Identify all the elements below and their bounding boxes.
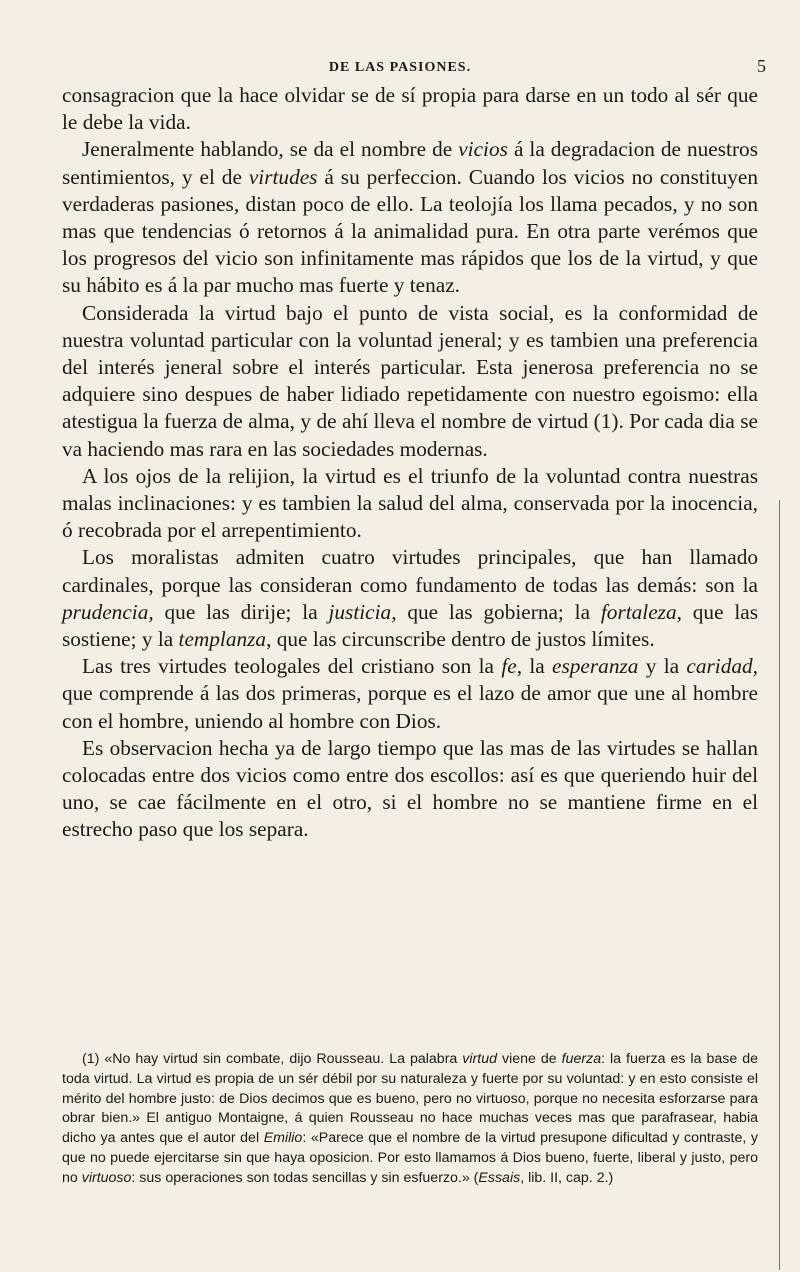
text-run: Las tres virtudes teologales del cristiano son la [82,654,502,679]
text-run: que las sostiene; y la [62,599,759,652]
paragraph [62,136,758,299]
text-run: y la [638,654,687,679]
paragraph [62,653,758,735]
paragraph [62,544,758,653]
text-run: , lib. II, cap. 2.) [520,1169,614,1186]
main-text [62,82,758,844]
text-run: , que las circunscribe dentro de justos límites. [266,627,655,652]
text-run: : «Parece que el nombre de la virtud presupone dificultad y contraste, y que no puede ejercitarse sin que haya oposicion. Por esto llamamos á Dios bueno, fuerte, liberal y justo, pero no [62,1130,758,1186]
page-edge-line [779,500,780,1270]
italic-run: Essais [478,1169,521,1186]
italic-run: vicios [458,137,508,162]
text-run: viene de [497,1051,562,1067]
text-run: Jeneralmente hablando, se da el nombre de [82,137,459,162]
italic-run: fe, [501,654,523,679]
footnote [62,1050,758,1189]
text-run: que las gobierna; la [396,599,601,624]
text-run: á la degradacion de nuestros sentimientos, y el de [62,137,758,189]
italic-run: prudencia, [62,599,154,624]
paragraph [62,735,758,844]
paragraph [62,82,758,136]
italic-run: virtud [462,1051,497,1067]
italic-run: virtuoso [81,1169,132,1186]
paragraph [62,463,758,545]
text-run: que comprende á las dos primeras, porque es el lazo de amor que une al hombre con el hombre, uniendo al hombre con Dios. [62,681,758,733]
italic-run: fortaleza, [600,599,682,624]
text-run: consagracion que la hace olvidar se de sí propia para darse en un todo al sér que le debe la vida. [62,83,758,135]
text-run: que las dirije; la [153,599,329,624]
italic-run: virtudes [248,164,318,189]
text-run: : sus operaciones son todas sencillas y sin esfuerzo.» ( [131,1169,479,1186]
paragraph [62,300,758,463]
italic-run: caridad, [686,654,758,679]
text-run: Es observacion hecha ya de largo tiempo que las mas de las virtudes se hallan colocadas entre dos vicios como entre dos escollos: así es que queriendo huir del uno, se cae fácilmente en el otro, si el hombre no se mantiene firme en el estrecho paso que los separa. [62,735,758,842]
text-run: Los moralistas admiten cuatro virtudes principales, que han llamado cardinales, porque las consideran como fundamento de todas las demás: son la [62,545,758,597]
italic-run: templanza [178,627,267,652]
text-run: : la fuerza es la base de toda virtud. La virtud es propia de un sér débil por su naturaleza y fuerte por su voluntad: y en esto consiste el mérito del hombre justo: de Dios decimos que es bueno, pero no virtuoso, porque no necesita esforzarse para obrar bien.» El antiguo Montaigne, á quien Rousseau no hace muchas veces mas que parafrasear, habia dicho ya antes que el autor del [62,1051,758,1147]
text-run: la [522,654,553,679]
text-run: (1) «No hay virtud sin combate, dijo Rousseau. La palabra [82,1051,463,1067]
italic-run: Emilio [263,1130,303,1147]
text-run: á su perfeccion. Cuando los vicios no constituyen verdaderas pasiones, distan poco de ello. La teolojía los llama pecados, y no son mas que tendencias ó retornos á la animalidad pura. En otra parte verémos que los progresos del vicio son infinitamente mas rápidos que los de la virtud, y que su hábito es á la par mucho mas fuerte y tenaz. [62,164,759,298]
italic-run: esperanza [552,654,639,679]
italic-run: fuerza [561,1051,602,1067]
text-run: A los ojos de la relijion, la virtud es el triunfo de la voluntad contra nuestras malas inclinaciones: y es tambien la salud del alma, conservada por la inocencia, ó recobrada por el arrepentimiento. [62,463,758,543]
running-title: DE LAS PASIONES. [328,60,472,75]
italic-run: justicia, [328,599,397,624]
page-number: 5 [757,56,766,76]
text-run: Considerada la virtud bajo el punto de vista social, es la conformidad de nuestra voluntad particular con la voluntad jeneral; y es tambien una preferencia del interés jeneral sobre el interés particular. Esta jenerosa preferencia no se adquiere sino despues de haber lidiado repetidamente con nuestro egoismo: ella atestigua la fuerza de alma, y de ahí lleva el nombre de virtud (1). Por cada dia se va haciendo mas rara en las sociedades modernas. [62,300,758,461]
